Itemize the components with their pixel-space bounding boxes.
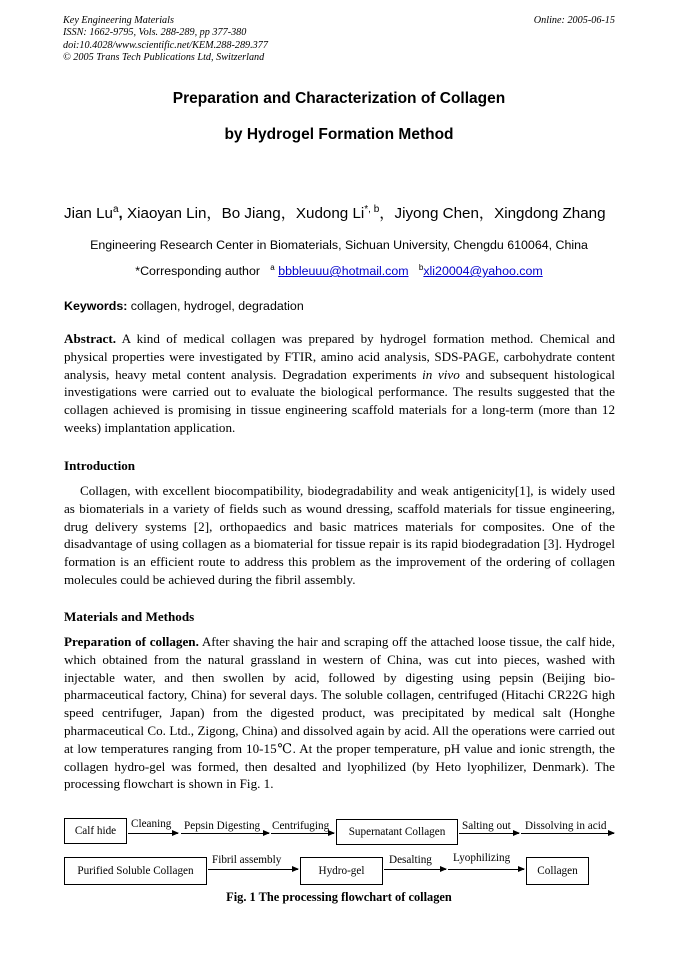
subsection-label: Preparation of collagen. [64, 634, 199, 649]
materials-paragraph [64, 633, 615, 793]
keywords-text: collagen, hydrogel, degradation [127, 299, 304, 313]
flow-arrow [128, 833, 178, 834]
corresponding-author [0, 263, 678, 278]
author-separator: ， [280, 205, 296, 222]
flow-box-purified-collagen: Purified Soluble Collagen [64, 857, 207, 885]
email-link-b[interactable]: xli20004@yahoo.com [423, 264, 543, 279]
flow-arrow [181, 833, 269, 834]
affiliation: Engineering Research Center in Biomaterials, Sichuan University, Chengdu 610064, China [90, 238, 588, 252]
flow-box-hydrogel: Hydro-gel [300, 857, 383, 885]
flow-step-label: Desalting [389, 854, 432, 866]
introduction-paragraph: Collagen, with excellent biocompatibility, biodegradability and weak antigenicity[1], is widely used as biomaterials in a variety of fields such as wound dressing, scaffold materials for tissue engineering, drug delivery systems [2], orthopaedics and basic matrices materials for composites. One of the disadvantage of using collagen as a biomaterial for tissue repair is its rapid biodegradation [3]. Hydrogel formation is an efficient route to address this problem as the improvement of the ordering of collagen molecules could be achieved during the fibril assembly. [64, 483, 615, 587]
author-name: Xingdong Zhang [494, 205, 606, 222]
corresponding-label: *Corresponding author [135, 264, 260, 279]
flow-step-label: Centrifuging [272, 820, 330, 832]
abstract [64, 330, 615, 437]
copyright-line: © 2005 Trans Tech Publications Ltd, Switzerland [63, 52, 265, 64]
abstract-label: Abstract. [64, 331, 116, 346]
section-heading-materials: Materials and Methods [64, 609, 195, 624]
doi-line: doi:10.4028/www.scientific.net/KEM.288-289.377 [63, 39, 268, 51]
author-sup: a [112, 203, 119, 215]
author-name: Xudong Li [295, 205, 365, 222]
abstract-text: and subsequent histological investigations were carried out to evaluate the biological performance. The results suggested that the collagen achieved is promising in tissue engineering scaffold materials for a long-term (more than 12 weeks) implantation application. [64, 366, 615, 435]
issn-line: ISSN: 1662-9795, Vols. 288-289, pp 377-380 [63, 27, 247, 39]
email-link-a[interactable]: bbbleuuu@hotmail.com [278, 264, 409, 279]
flow-box-calf-hide: Calf hide [64, 818, 127, 844]
author-name: Jian Lu [64, 205, 113, 222]
paper-title-line-1: Preparation and Characterization of Collagen [172, 90, 506, 107]
author-sup: *, b [364, 203, 380, 215]
journal-name: Key Engineering Materials [63, 15, 174, 26]
flow-box-supernatant: Supernatant Collagen [336, 819, 458, 845]
flow-step-label: Dissolving in acid [525, 820, 607, 832]
email-sup-a: a [270, 263, 275, 272]
figure-caption: Fig. 1 The processing flowchart of collagen [226, 890, 452, 904]
flow-box-collagen: Collagen [526, 857, 589, 885]
author-separator: ， [478, 205, 495, 222]
flow-step-label: Pepsin Digesting [184, 820, 261, 832]
materials-text: After shaving the hair and scraping off the attached loose tissue, the calf hide, which obtained from the natural grassland in western of China, was cut into pieces, washed with injectable water, and then swollen by acid, followed by digesting using pepsin (Beijing bio-pharmaceutical factory, China) for several days. The soluble collagen, centrifuged (Hitachi CR22G high speed centrifuger, Japan) from the digested product, was precipitated by medical salt (Honghe pharmaceutical Co. Ltd., Zigong, China) and dissolved again by acid. All the operations were carried out at low temperatures ranging from 10-15℃. At the proper temperature, pH value and ionic strength, the collagen hydro-gel was formed, then desalted and lyophilized (by Heto lyophilizer, Denmark). The processing flowchart is shown in Fig. 1. [64, 634, 615, 792]
author-separator: , [118, 205, 123, 222]
flow-arrow [271, 833, 334, 834]
author-separator: ， [379, 205, 395, 222]
keywords [64, 299, 304, 313]
author-name: Jiyong Chen [394, 205, 479, 222]
flow-step-label: Fibril assembly [212, 854, 282, 866]
author-name: Xiaoyan Lin [127, 205, 207, 222]
author-separator: ， [206, 205, 222, 222]
flow-step-label: Cleaning [131, 818, 172, 830]
journal-header [63, 15, 268, 65]
flow-step-label: Salting out [462, 820, 511, 832]
author-list [64, 202, 606, 223]
abstract-italic: in vivo [422, 366, 460, 382]
flow-arrow [448, 869, 524, 870]
flow-arrow [384, 869, 446, 870]
online-date: Online: 2005-06-15 [533, 15, 615, 26]
flow-step-label: Lyophilizing [453, 852, 511, 864]
section-heading-introduction: Introduction [64, 458, 136, 473]
author-name: Bo Jiang [221, 205, 281, 222]
flow-arrow [208, 869, 298, 870]
paper-title-line-2: by Hydrogel Formation Method [224, 126, 454, 143]
flow-arrow [521, 833, 614, 834]
keywords-label: Keywords: [64, 299, 128, 313]
email-sup-b: b [418, 263, 424, 272]
flow-arrow [459, 833, 519, 834]
abstract-text: A kind of medical collagen was prepared by hydrogel formation method. Chemical and physical properties were investigated by FTIR, amino acid analysis, SDS-PAGE, carbohydrate content analysis, heavy metal content analysis. Degradation experiments [64, 331, 615, 382]
